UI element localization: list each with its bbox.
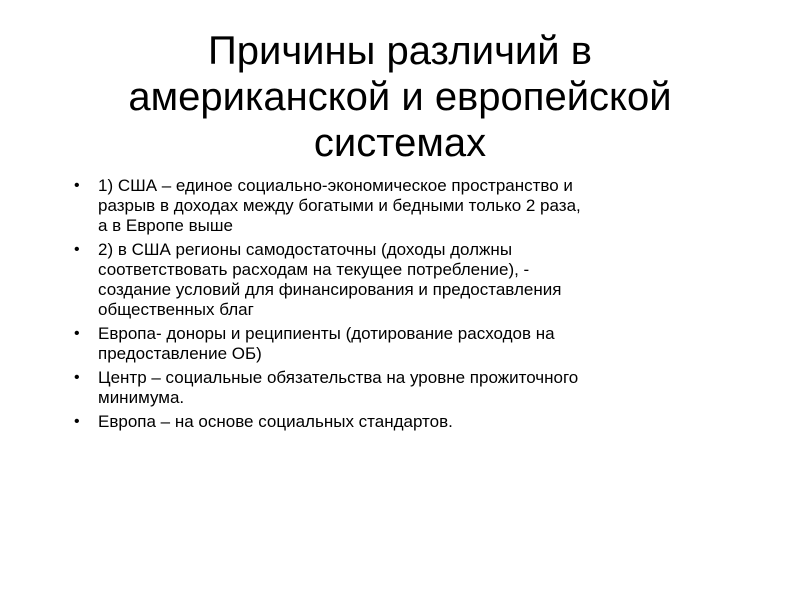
bullet-line: общественных благ	[98, 300, 254, 319]
bullet-dot: •	[74, 413, 80, 430]
bullet-dot: •	[74, 177, 80, 194]
bullet-line: разрыв в доходах между богатыми и бедными только 2 раза,	[98, 196, 581, 215]
bullet-line: Центр – социальные обязательства на уровне прожиточного	[98, 368, 579, 387]
bullet-line: а в Европе выше	[98, 216, 233, 235]
bullet-dot: •	[74, 241, 80, 258]
bullet-line: соответствовать расходам на текущее потребление), -	[98, 260, 530, 279]
title-line: Причины различий в	[208, 29, 592, 73]
bullet-line: 2) в США регионы самодостаточны (доходы должны	[98, 240, 513, 259]
bullet-item	[70, 412, 730, 432]
bullet-list	[70, 176, 730, 436]
bullet-item	[70, 240, 730, 320]
bullet-dot: •	[74, 325, 80, 342]
title-line: американской и европейской	[128, 75, 672, 119]
bullet-dot: •	[74, 369, 80, 386]
bullet-line: 1) США – единое социально-экономическое пространство и	[98, 176, 573, 195]
bullet-line: Европа – на основе социальных стандартов.	[98, 412, 453, 431]
bullet-item	[70, 324, 730, 364]
bullet-item	[70, 368, 730, 408]
bullet-item	[70, 176, 730, 236]
bullet-line: минимума.	[98, 388, 185, 407]
slide-title	[60, 28, 740, 166]
bullet-line: Европа- доноры и реципиенты (дотирование расходов на	[98, 324, 555, 343]
bullet-line: создание условий для финансирования и предоставления	[98, 280, 562, 299]
title-line: системах	[313, 121, 487, 165]
bullet-line: предоставление ОБ)	[98, 344, 262, 363]
